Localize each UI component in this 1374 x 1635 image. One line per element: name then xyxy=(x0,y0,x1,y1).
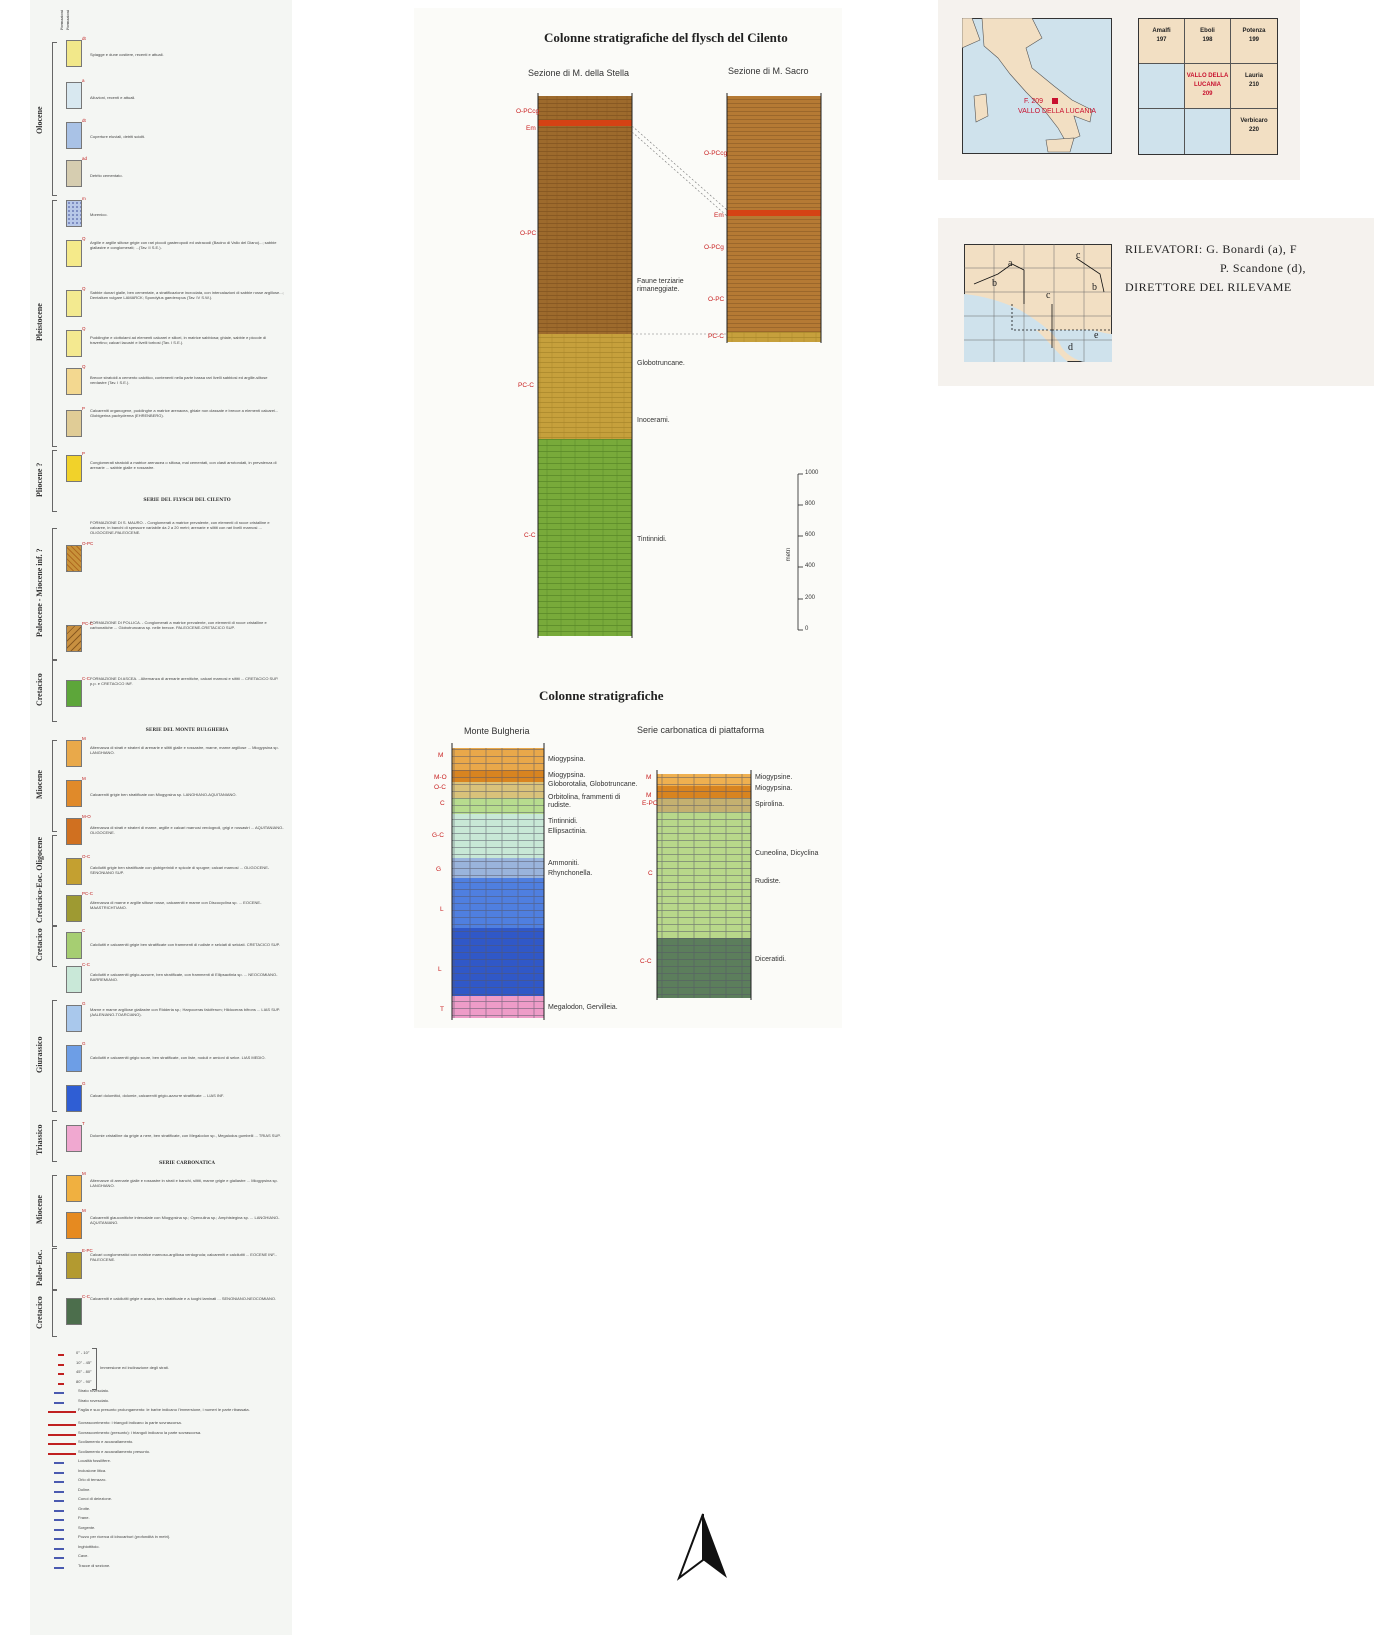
stella-heading: Sezione di M. della Stella xyxy=(528,68,630,78)
legend-text: Spiagge e dune costiere, recenti e attuali. xyxy=(90,52,164,57)
stella-code: O-PCcg xyxy=(516,108,540,115)
stella-code: PC-C xyxy=(518,382,534,389)
era-bracket xyxy=(52,200,57,447)
symbol-label: Cave. xyxy=(78,1553,89,1558)
survey-area-letter: d xyxy=(1068,342,1073,353)
era-paleo-eoc: Paleo-Eoc. xyxy=(35,1249,44,1287)
symbol-label: Orlo di terrazzo. xyxy=(78,1477,107,1482)
legend-swatch xyxy=(66,895,82,922)
era-cretacico-2: Cretacico xyxy=(35,928,44,962)
bulgheria-heading: Monte Bulgheria xyxy=(464,726,530,736)
symbol-mark xyxy=(54,1510,64,1512)
flysch-title: Colonne stratigrafiche del flysch del Cilento xyxy=(544,30,788,45)
stratum-pc-c xyxy=(727,332,821,342)
symbol-label: Conoi di deiezione. xyxy=(78,1496,113,1501)
legend-text: Calcilutiti e calcareniti grigio scure, ben stratificate, con liste, noduli e arnioni di selce. LIAS MEDIO. xyxy=(90,1055,266,1060)
legend-text: Morenico. xyxy=(90,212,108,217)
surveyors-line: P. Scandone (d), xyxy=(1220,261,1306,275)
legend-swatch xyxy=(66,625,82,652)
legend-code: m xyxy=(82,196,86,201)
legend-text: Alternanza di strati e strateri di arenarie e siltiti gialle e rossastre, marne, marne argillose ... Miogypsina sp. LANGHIANO. xyxy=(90,745,279,755)
legend-code: O-C xyxy=(82,854,91,859)
stella-column xyxy=(538,93,632,638)
legend-text: Puddinghe e ciottolami ad elementi calcarei e silicei, in matrice sabbiosa; ghiaie, sabbie e piccole di travertino; calcari lacustri e livelli torbosi (Tav. I S.E.). xyxy=(90,335,267,345)
symbol-label: Scollamento e accavallamento. xyxy=(78,1439,134,1444)
era-triassico: Triassico xyxy=(35,1124,44,1156)
era-giurassico: Giurassico xyxy=(35,1036,44,1074)
stella-code: C-C xyxy=(524,532,536,539)
sheet-cell xyxy=(1139,19,1185,64)
legend-code: T xyxy=(82,1121,85,1126)
symbol-mark xyxy=(48,1434,76,1436)
sheet-cell-number: 209 xyxy=(1202,91,1213,97)
era-cretacico-oligocene: Cretacico-Eoc. Oligocene xyxy=(35,836,44,924)
legend-swatch xyxy=(66,82,82,109)
scale-tick: 1000 xyxy=(805,470,819,476)
bulgheria-label: Ellipsactinia. xyxy=(548,828,587,835)
symbol-mark xyxy=(54,1538,64,1540)
sheet-cell-number: 197 xyxy=(1156,37,1167,43)
sheet-cell xyxy=(1231,109,1277,154)
legend-swatch xyxy=(66,780,82,807)
legend-text: Alternanze di arenarie gialle e rossastre in strati e banchi, siltiti, marne grigie e giallastre ... Miogypsina sp. LANGHIANO. xyxy=(90,1178,278,1188)
symbol-label: Scollamento e accavallamento presunto. xyxy=(78,1448,151,1454)
sacro-heading: Sezione di M. Sacro xyxy=(728,66,809,76)
legend-text: Calcareniti grigie ben stratificate con Miogypsina sp. LANGHIANO-AQUITANIANO. xyxy=(90,792,237,797)
bulgheria-label: Ammoniti. xyxy=(548,860,580,867)
survey-area-letter: c xyxy=(1076,250,1081,261)
legend-swatch xyxy=(66,368,82,395)
legend-text: Calcareniti glauconitiche intercalate con Miogypsina sp.; Operculina sp.; Amphistegina sp. ... LANGHIANO-AQUITANIANO. xyxy=(90,1215,280,1225)
legend-code: E-PC xyxy=(82,1248,93,1253)
stratum-em xyxy=(538,120,632,126)
legend-code: M xyxy=(82,776,86,781)
bulgheria-label: Megalodon, Gervilleia. xyxy=(548,1004,618,1011)
bulgheria-label: Rhynchonella. xyxy=(548,870,593,877)
era-bracket xyxy=(52,740,57,832)
legend-text: Calcareniti e calcilutiti grigie e avana, ben stratificate e a luoghi laminati ... SENONIANO-NEOCOMIANO. xyxy=(90,1296,277,1301)
symbol-mark xyxy=(48,1453,76,1455)
location-index-map xyxy=(938,0,1300,180)
symbol-mark xyxy=(54,1557,64,1559)
sheet-cell xyxy=(1185,109,1231,154)
bulgheria-code: G xyxy=(436,866,442,873)
fossil-label: Inocerami. xyxy=(637,417,670,424)
stratum-texture xyxy=(452,748,544,1018)
era-bracket xyxy=(52,42,57,196)
symbol-mark xyxy=(48,1424,76,1426)
legend-code: PC-C xyxy=(82,891,93,896)
era-bracket xyxy=(52,1000,57,1112)
legend-code: Q xyxy=(82,286,86,291)
symbol-label: Sovrascorrimento (presunto): i triangoli indicano la parte sovrascorsa. xyxy=(78,1429,202,1435)
legend-swatch xyxy=(66,545,82,572)
symbol-mark xyxy=(54,1500,64,1502)
legend-text: Calcilutiti e calcareniti grigio-azzurre, ben stratificate, con frammenti di Ellipsactinia sp. ... NEOCOMIANO-BARREMIANO. xyxy=(90,972,278,982)
symbol-label: Doline. xyxy=(78,1486,91,1492)
stratum-texture xyxy=(657,774,751,998)
sacro-code: O-PCg xyxy=(704,244,724,251)
sheet-location-marker xyxy=(1052,98,1058,104)
survey-area-letter: e xyxy=(1094,330,1099,341)
era-bracket xyxy=(52,1120,57,1162)
piattaforma-code: M xyxy=(646,792,652,799)
legend-code: C-C xyxy=(82,962,90,967)
legend-swatch xyxy=(66,290,82,317)
legend-header-1: Formazioni xyxy=(60,10,64,30)
director-line: DIRETTORE DEL RILEVAME xyxy=(1125,280,1292,294)
sheet-cell-name: Verbicaro xyxy=(1240,118,1268,124)
sheet-cell-name: Potenza xyxy=(1242,28,1266,34)
survey-area-letter: b xyxy=(992,278,997,289)
stratum-o-pc xyxy=(727,96,821,340)
symbol-mark xyxy=(54,1491,64,1493)
legend-swatch xyxy=(66,1175,82,1202)
fossil-label: Faune terziarie rimaneggiate. xyxy=(637,278,684,293)
symbol-mark xyxy=(58,1383,64,1385)
legend-code: M xyxy=(82,1171,86,1176)
symbol-label: Strato rovesciato. xyxy=(78,1397,110,1403)
scale-bar xyxy=(798,474,803,630)
symbol-label: 10° - 45° xyxy=(76,1359,92,1365)
legend-swatch xyxy=(66,818,82,845)
symbol-mark xyxy=(54,1402,64,1404)
section-title-flysch: SERIE DEL FLYSCH DEL CILENTO xyxy=(143,498,231,503)
era-bracket xyxy=(52,450,57,512)
legend-swatch xyxy=(66,1212,82,1239)
symbol-label: Strato rovesciato. xyxy=(78,1388,110,1393)
section-title-carbonatica: SERIE CARBONATICA xyxy=(158,1161,216,1166)
symbol-label: Località fossilifere. xyxy=(78,1458,111,1463)
legend-code: Q xyxy=(82,326,86,331)
bulgheria-code: T xyxy=(440,1006,444,1013)
symbol-mark xyxy=(54,1462,64,1464)
legend-code: dt xyxy=(82,36,86,41)
legend-code: PC-C xyxy=(82,621,93,626)
legend-code: G xyxy=(82,1001,86,1006)
survey-index xyxy=(938,218,1374,386)
legend-code: M xyxy=(82,1208,86,1213)
scale-tick: 200 xyxy=(805,595,816,601)
legend-code: a xyxy=(82,78,85,83)
bulgheria-code: M-O xyxy=(434,774,447,781)
legend-swatch xyxy=(66,455,82,482)
era-bracket xyxy=(52,528,57,660)
symbol-mark xyxy=(54,1392,64,1394)
symbol-mark xyxy=(54,1548,64,1550)
symbol-label: Pozzo per ricerca di idrocarburi (profondità in metri). xyxy=(78,1534,171,1539)
section-title-bulgheria: SERIE DEL MONTE BULGHERIA xyxy=(145,728,229,733)
stratigraphic-sheet xyxy=(414,8,842,1028)
inset-label: VALLO DELLA LUCANIA xyxy=(1018,108,1097,115)
legend-swatch xyxy=(66,200,82,227)
survey-area-letter: c xyxy=(1046,290,1051,301)
sacro-code: PC-C xyxy=(708,333,724,340)
sheet-cell-name: Lauria xyxy=(1244,73,1263,79)
sheet-cell xyxy=(1139,109,1185,154)
legend-text: Sabbie dunari gialle, ben cementate, a stratificazione incrociata, con intercalazioni di sabbie rosse argillose...; Dentalium vulgare LAMARCK; Spondylus gaederopus (Tav. IV S.W.). xyxy=(90,290,284,300)
legend-text: Argille e argille siltose grigie con rari piccoli gasteropodi ed ostracodi (Bacino di Vallo del Diano)...; sabbie giallastre e conglomerati; ...(Tav. II S.E.). xyxy=(90,240,277,250)
piattaforma-label: Miogypsina. xyxy=(755,785,793,792)
stratum-o-pc xyxy=(538,96,632,334)
italy-inset-map xyxy=(962,18,1112,154)
bulgheria-code: L xyxy=(438,966,442,973)
era-pliocene: Pliocene ? xyxy=(35,462,44,498)
sacro-code: O-PCcg xyxy=(704,150,728,157)
sicily xyxy=(1046,138,1074,152)
bulgheria-code: O-C xyxy=(434,784,446,791)
legend-code: Q xyxy=(82,236,86,241)
symbol-mark xyxy=(54,1481,64,1483)
scale-tick: 0 xyxy=(805,626,809,632)
piattaforma-heading: Serie carbonatica di piattaforma xyxy=(637,725,765,735)
piattaforma-label: Cuneolina, Dicyclina xyxy=(755,850,819,857)
bulgheria-code: C xyxy=(440,800,445,807)
piattaforma-label: Spirolina. xyxy=(755,801,785,808)
bulgheria-code: G-C xyxy=(432,832,444,839)
columns-svg xyxy=(414,8,842,1028)
sheet-cell-name: Amalfi xyxy=(1152,28,1171,34)
stratum-em xyxy=(727,210,821,216)
bulgheria-label: Orbitolina, frammenti di rudiste. xyxy=(548,794,621,809)
legend-swatch xyxy=(66,240,82,267)
symbol-mark xyxy=(58,1354,64,1356)
piattaforma-label: Diceratidi. xyxy=(755,956,787,963)
piattaforma-code: M xyxy=(646,774,652,781)
stella-code: O-PC xyxy=(520,230,537,237)
sheet-cell-number: 220 xyxy=(1248,127,1259,133)
fossil-label: Globotruncane. xyxy=(637,360,685,367)
inset-label: F. 209 xyxy=(1024,98,1044,105)
legend-text: Coperture eluviali, detriti sciolti. xyxy=(90,134,146,139)
legend-code: C xyxy=(82,928,86,933)
legend-text: Brecce stratoidi a cemento calcitico, contenenti nella parte bassa rari livelli sabbiosi ed argille-siltose verdastre (Tav. I S.E.). xyxy=(90,375,268,385)
north-arrow-icon xyxy=(675,1512,731,1582)
sheet-cell xyxy=(1139,64,1185,109)
legend-swatch xyxy=(66,1085,82,1112)
legend-text: Marne e marne argillose giallastre con Ridderia sp.; Harpoceras falciferum; Hildoceras bifrons ... LIAS SUP. (AALENIANO-TOARCIANO). xyxy=(90,1007,281,1017)
legend-swatch xyxy=(66,1045,82,1072)
map-legend xyxy=(30,0,292,1635)
piattaforma-code: C xyxy=(648,870,653,877)
fossil-label: Tintinnidi. xyxy=(637,536,667,543)
sheet-cell xyxy=(1231,64,1277,109)
legend-text: Calcilutiti grigie ben stratificate con globigerinidi e spicole di spugne; calcari marnosi ... OLIGOCENE-SENONIANO SUP. xyxy=(90,865,270,875)
symbol-mark xyxy=(48,1411,76,1413)
surveyors-line: RILEVATORI: G. Bonardi (a), F xyxy=(1125,242,1298,256)
bulgheria-column xyxy=(452,743,544,1020)
legend-code: Q xyxy=(82,364,86,369)
scale-tick: 600 xyxy=(805,532,816,538)
sheet-cell xyxy=(1185,64,1231,109)
legend-swatch xyxy=(66,932,82,959)
legend-swatch xyxy=(66,740,82,767)
era-paleocene-miocene: Paleocene - Miocene inf. ? xyxy=(35,548,44,638)
legend-swatch xyxy=(66,330,82,357)
legend-text: Calcilutiti e calcareniti grigie ben stratificate con frammenti di rudiste e selciati di selciati. CRETACICO SUP. xyxy=(90,942,280,947)
sheet-cell xyxy=(1231,19,1277,64)
symbol-label: Frane. xyxy=(78,1515,90,1520)
symbol-label: 45° - 80° xyxy=(76,1369,92,1374)
legend-swatch xyxy=(66,966,82,993)
legend-text: Detrito cementato. xyxy=(90,173,123,178)
survey-area-letter: a xyxy=(1008,258,1013,269)
legend-code: dt xyxy=(82,118,86,123)
sheet-cell xyxy=(1185,19,1231,64)
piattaforma-code: E-PC xyxy=(642,800,658,807)
legend-text: FORMAZIONE DI S. MAURO. - Conglomerati a matrice prevalente, con elementi di rocce cristalline e calcaree, in banchi di spessore variabile da 2 a 20 metri; arenarie e siltiti con rari livelli marnosi ... OLIGOCENE-PALEOCENE. xyxy=(90,520,270,535)
sheet-cell-number: 198 xyxy=(1202,37,1213,43)
scale-unit: metri xyxy=(786,548,792,562)
stratum-pc-c xyxy=(538,334,632,439)
legend-header-2: Formazioni xyxy=(66,10,70,30)
piattaforma-label: Rudiste. xyxy=(755,878,781,885)
symbol-mark xyxy=(58,1373,64,1375)
symbol-label: Inghiottitoio. xyxy=(78,1543,100,1549)
legend-code: C-C xyxy=(82,1294,90,1299)
piattaforma-column xyxy=(657,770,751,1000)
sacro-code: O-PC xyxy=(708,296,725,303)
legend-code: ad xyxy=(82,156,88,161)
sheet-grid xyxy=(1138,18,1278,155)
legend-code: M xyxy=(82,736,86,741)
symbol-label: Inclusione litica. xyxy=(78,1467,107,1473)
stella-code: Em xyxy=(526,125,536,132)
survey-area-letter: b xyxy=(1092,282,1097,293)
bulgheria-label: Miogypsina. xyxy=(548,772,586,779)
symbol-label: Tracce di sezione. xyxy=(78,1562,111,1568)
symbol-label: Faglia e suo presunto prolungamento: le barbe indicano l'immersione, i numeri le parte ribassata. xyxy=(78,1407,250,1412)
symbol-mark xyxy=(54,1519,64,1521)
columns2-title: Colonne stratigrafiche xyxy=(539,688,664,703)
legend-swatch xyxy=(66,858,82,885)
legend-code: P xyxy=(82,451,86,456)
bulgheria-label: Globorotalia, Globotruncane. xyxy=(548,781,638,788)
legend-swatch xyxy=(66,1005,82,1032)
era-bracket xyxy=(52,835,57,927)
legend-text: Alternanza di strati e strateri di marne, argille e calcari marnosi verdognoli, grigi e rossastri ... AQUITANIANO-OLIGOCENE. xyxy=(90,825,284,835)
symbol-label: 80° - 90° xyxy=(76,1378,92,1384)
sheet-cell-name: Eboli xyxy=(1200,28,1215,34)
legend-text: Calcari conglomeratici con matrice marnoso-argillosa verdognola; calcareniti e calcilutiti ... EOCENE INF.-PALEOCENE. xyxy=(90,1252,277,1262)
legend-text: FORMAZIONE DI POLLICA. - Conglomerati a matrice prevalente, con elementi di rocce cristalline e carbonatiche ... Globotruncana sp. nelle brecce. PALEOCENE-CRETACICO SUP. xyxy=(90,620,267,630)
legend-swatch xyxy=(66,1298,82,1325)
legend-swatch xyxy=(66,122,82,149)
scale-tick: 400 xyxy=(805,563,816,569)
legend-swatch xyxy=(66,680,82,707)
sacro-column xyxy=(727,93,821,343)
legend-swatch xyxy=(66,410,82,437)
symbol-bracket xyxy=(92,1348,97,1390)
stratum-c-c xyxy=(538,439,632,636)
era-bracket xyxy=(52,1175,57,1247)
bulgheria-code: M xyxy=(438,752,444,759)
survey-map xyxy=(964,244,1112,362)
legend-text: Calcari dolomitici, dolomie, calcareniti grigio-azzurre stratificate ... LIAS INF. xyxy=(90,1093,225,1098)
symbol-label: Sorgente. xyxy=(78,1524,96,1530)
legend-swatch xyxy=(66,1252,82,1279)
bulgheria-code: L xyxy=(440,906,444,913)
symbol-mark xyxy=(54,1567,64,1569)
sacro-code: Em xyxy=(714,212,724,219)
legend-code: M-O xyxy=(82,814,91,819)
bulgheria-label: Miogypsina. xyxy=(548,756,586,763)
legend-text: Conglomerati stratoidi a matrice arenacea o siltosa, mal cementati, con clasti arrotondati, in prevalenza di arenarie ... sabbie gialle e rossastre. xyxy=(90,460,277,470)
bulgheria-label: Tintinnidi. xyxy=(548,818,578,825)
scale-tick: 800 xyxy=(805,501,816,507)
legend-code: O-PC xyxy=(82,541,94,546)
legend-code: C-C xyxy=(82,676,90,681)
era-cretacico-3: Cretacico xyxy=(35,1296,44,1329)
piattaforma-code: C-C xyxy=(640,958,652,965)
symbol-bracket-text: Immersione ed inclinazione degli strati. xyxy=(100,1365,169,1370)
symbol-mark xyxy=(54,1472,64,1474)
legend-swatch xyxy=(66,40,82,67)
symbol-label: Grotte. xyxy=(78,1505,91,1511)
legend-text: Alluvioni, recenti e attuali. xyxy=(90,95,136,100)
legend-swatch xyxy=(66,1125,82,1152)
sheet-cell-name: VALLO DELLA LUCANIA xyxy=(1186,73,1229,88)
symbol-mark xyxy=(48,1443,76,1445)
era-cretacico: Cretacico xyxy=(35,673,44,707)
symbol-mark xyxy=(58,1364,64,1366)
symbol-label: 0° - 10° xyxy=(76,1350,90,1355)
era-bracket xyxy=(52,1290,57,1337)
legend-text: Dolomie cristalline da grigie a nere, ben stratificate, con Megalodon sp., Megalodus gumbelii ... TRIAS SUP. xyxy=(90,1133,281,1138)
symbol-label: Sovrascorrimento: i triangoli indicano la parte sovrascorsa. xyxy=(78,1420,182,1425)
era-miocene-2: Miocene xyxy=(35,1195,44,1225)
legend-code: P xyxy=(82,406,86,411)
symbol-mark xyxy=(54,1529,64,1531)
legend-code: G xyxy=(82,1041,86,1046)
era-bracket xyxy=(52,660,57,722)
era-bracket xyxy=(52,1248,57,1290)
era-pleistocene: Pleistocene xyxy=(35,303,44,342)
era-bracket xyxy=(52,925,57,967)
legend-text: FORMAZIONE DI ASCEA. - Alternanza di arenarie arenitiche, calcari marnosi e siltiti ... CRETACICO SUP. p.p. e CRETACICO INF. xyxy=(90,676,279,686)
legend-swatch xyxy=(66,160,82,187)
sheet-cell-number: 210 xyxy=(1248,82,1259,88)
legend-text: Alternanza di marne e argille siltose rosse, calcareniti e marne con Discocyclina sp. ... EOCENE-MAASTRICHTIANO. xyxy=(90,900,262,910)
legend-text: Calcareniti organogene, puddinghe a matrice arenacea, ghiaie non classate e brecce a elementi calcarei... Globigerina pachyderma (EHRENBERG). xyxy=(90,408,279,418)
sheet-cell-number: 199 xyxy=(1248,37,1259,43)
piattaforma-label: Miogypsine. xyxy=(755,774,793,781)
legend-code: G xyxy=(82,1081,86,1086)
era-miocene: Miocene xyxy=(35,770,44,800)
era-olocene: Olocene xyxy=(35,106,44,134)
